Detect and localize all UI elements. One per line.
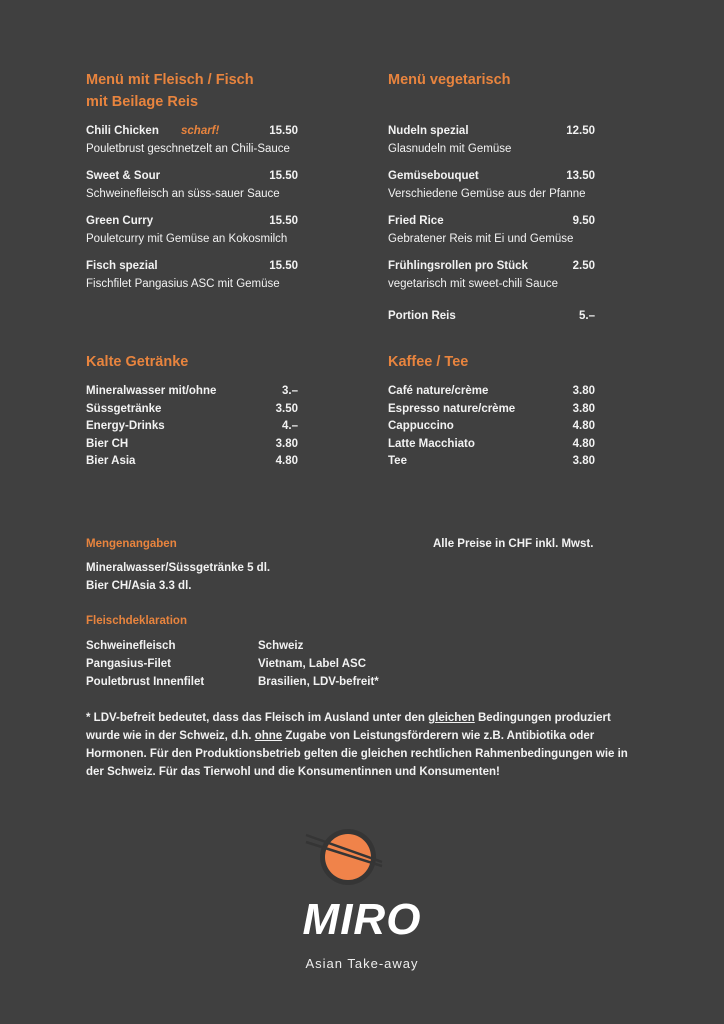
meat-declaration-title: Fleischdeklaration [86, 615, 187, 627]
menu-item-name: Latte Macchiato [388, 438, 475, 450]
menu-item-name: Süssgetränke [86, 403, 162, 415]
menu-item-price: 3.80 [572, 403, 595, 415]
cold-drinks-title: Kalte Getränke [86, 354, 189, 370]
footnote-text: Zugabe von Leistungsförderern wie z.B. Antibiotika oder Hormonen. Für den Produktionsbetrieb gelten die gleichen rechtlichen Rahmenbedingungen wie in der Schweiz. Für das Tierwohl und die Konsumentinnen und Konsumenten! [86, 730, 628, 778]
meat-type: Pangasius-Filet [86, 658, 171, 670]
price-note: Alle Preise in CHF inkl. Mwst. [433, 538, 594, 550]
quantities-title: Mengenangaben [86, 538, 177, 550]
meat-origin: Schweiz [258, 640, 304, 652]
footnote-emph: gleichen [428, 712, 475, 724]
menu-item-price: 15.50 [269, 215, 298, 227]
menu-item-price: 9.50 [572, 215, 595, 227]
menu-item-description: vegetarisch mit sweet-chili Sauce [388, 278, 559, 290]
menu-item-name: Fisch spezial [86, 260, 158, 272]
menu-item-price: 3.– [282, 385, 298, 397]
menu-item-price: 4.80 [572, 438, 595, 450]
menu-item-description: Schweinefleisch an süss-sauer Sauce [86, 188, 280, 200]
menu-item-name: Espresso nature/crème [388, 403, 516, 415]
menu-item-price: 12.50 [566, 125, 595, 137]
footnote-emph: ohne [254, 730, 283, 742]
menu-item-price: 13.50 [566, 170, 595, 182]
menu-item-name: Energy-Drinks [86, 420, 165, 432]
menu-item-price: 3.50 [275, 403, 298, 415]
menu-item-name: Cappuccino [388, 420, 454, 432]
menu-item-name: Frühlingsrollen pro Stück [388, 260, 528, 272]
spicy-label: scharf! [181, 125, 220, 137]
menu-item-name: Tee [388, 455, 407, 467]
logo-wordmark: MIRO [302, 895, 422, 944]
quantity-line: Mineralwasser/Süssgetränke 5 dl. [86, 562, 271, 574]
menu-item-description: Pouletbrust geschnetzelt an Chili-Sauce [86, 143, 290, 155]
menu-item-price: 15.50 [269, 170, 298, 182]
menu-item-description: Gebratener Reis mit Ei und Gemüse [388, 233, 574, 245]
quantity-line: Bier CH/Asia 3.3 dl. [86, 580, 192, 592]
menu-item-price: 5.– [579, 310, 595, 322]
menu-item-name: Portion Reis [388, 310, 456, 322]
footnote-text: * LDV-befreit bedeutet, dass das Fleisch im Ausland unter den [86, 712, 429, 724]
menu-item-price: 4.– [282, 420, 298, 432]
meat-origin: Vietnam, Label ASC [258, 658, 367, 670]
menu-item-price: 2.50 [572, 260, 595, 272]
menu-item-description: Glasnudeln mit Gemüse [388, 143, 512, 155]
menu-item-name: Gemüsebouquet [388, 170, 479, 182]
menu-item-description: Verschiedene Gemüse aus der Pfanne [388, 188, 586, 200]
menu-item-description: Pouletcurry mit Gemüse an Kokosmilch [86, 233, 288, 245]
title-line: Menü mit Fleisch / Fisch [86, 72, 254, 88]
menu-item-price: 15.50 [269, 125, 298, 137]
logo-tagline: Asian Take-away [305, 956, 419, 971]
menu-item-price: 3.80 [572, 455, 595, 467]
meat-menu-title [86, 69, 254, 113]
title-line: mit Beilage Reis [86, 94, 199, 110]
menu-item-name: Green Curry [86, 215, 154, 227]
menu-item-price: 15.50 [269, 260, 298, 272]
footnote [86, 709, 646, 781]
menu-item-price: 3.80 [572, 385, 595, 397]
bowl-chopsticks-logo-icon [300, 822, 400, 892]
menu-item-name: Nudeln spezial [388, 125, 469, 137]
meat-type: Schweinefleisch [86, 640, 176, 652]
menu-item-price: 4.80 [275, 455, 298, 467]
veg-menu-title: Menü vegetarisch [388, 72, 511, 88]
menu-item-name: Bier Asia [86, 455, 136, 467]
footnote-text: Bedingungen produziert wurde wie in der Schweiz, d.h. [86, 712, 611, 742]
menu-item-name: Bier CH [86, 438, 129, 450]
menu-item-name: Fried Rice [388, 215, 444, 227]
meat-type: Pouletbrust Innenfilet [86, 676, 205, 688]
menu-item-description: Fischfilet Pangasius ASC mit Gemüse [86, 278, 280, 290]
menu-item-price: 4.80 [572, 420, 595, 432]
menu-item-name: Sweet & Sour [86, 170, 161, 182]
menu-item-name: Café nature/crème [388, 385, 489, 397]
menu-item-name: Mineralwasser mit/ohne [86, 385, 217, 397]
menu-item-price: 3.80 [275, 438, 298, 450]
meat-origin: Brasilien, LDV-befreit* [258, 676, 379, 688]
coffee-title: Kaffee / Tee [388, 354, 469, 370]
menu-item-name: Chili Chicken [86, 125, 159, 137]
